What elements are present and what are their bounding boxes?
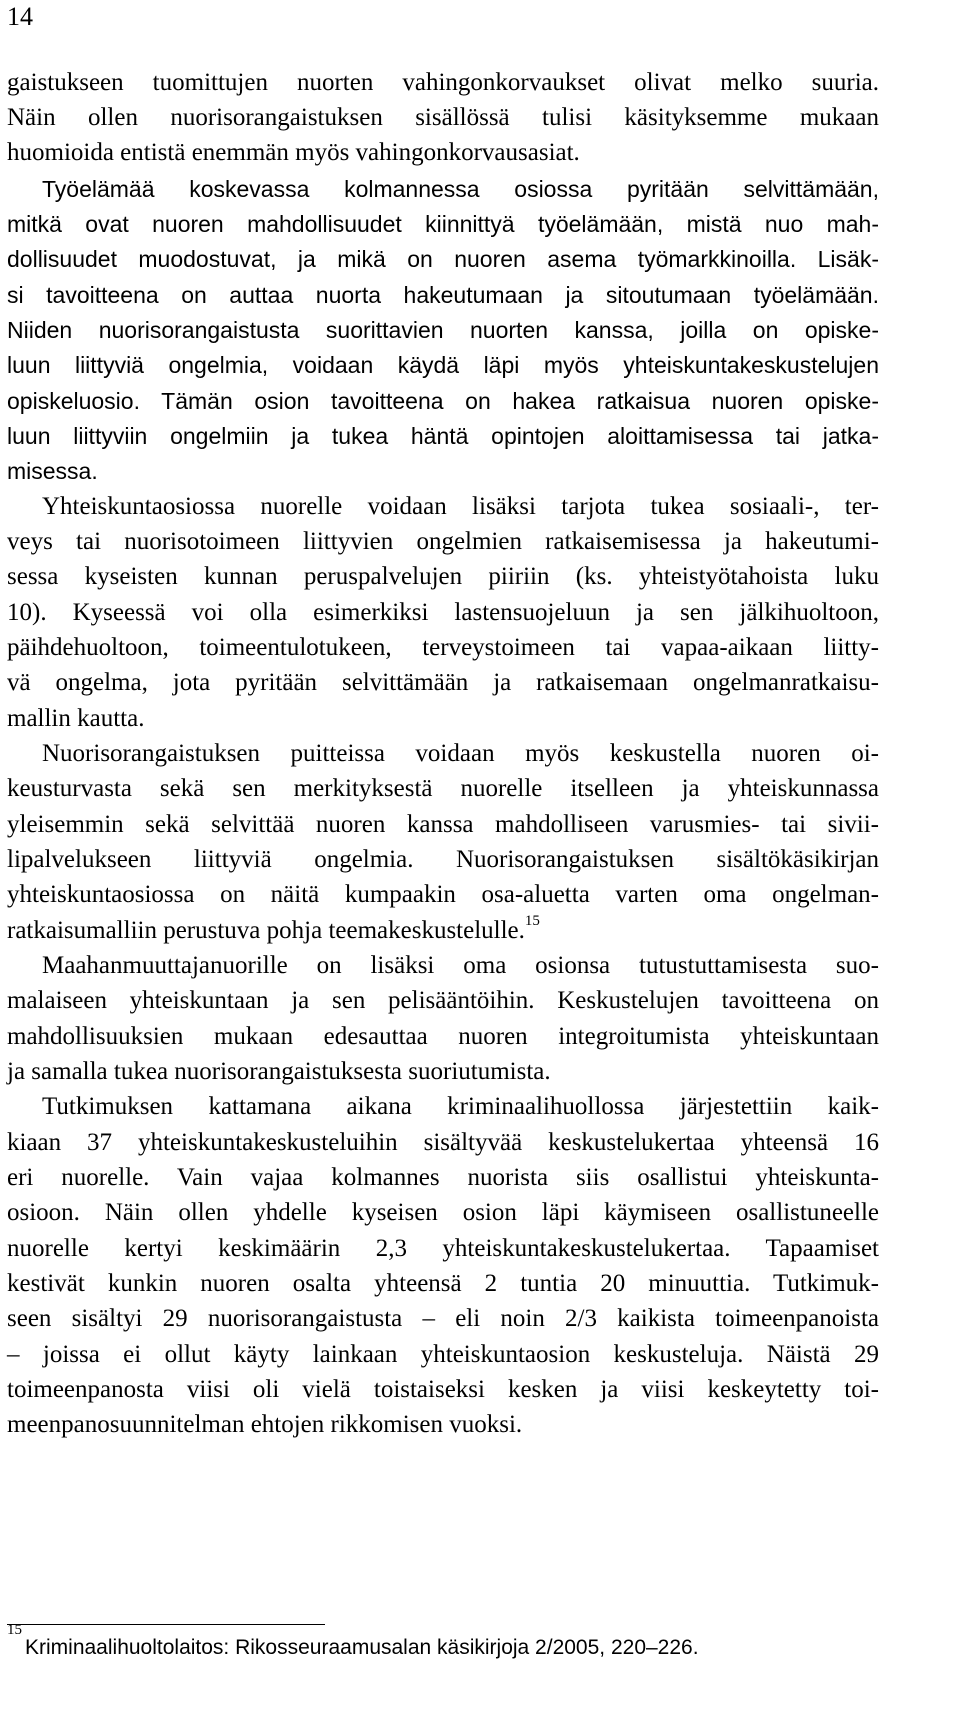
text-line: kestivät kunkin nuoren osalta yhteensä 2 tuntia 20 minuuttia. Tutkimuk- xyxy=(7,1270,879,1297)
footnote xyxy=(7,1622,887,1661)
text-line: yhteiskuntaosiossa on näitä kumpaakin osa-aluetta varten oma ongelman- xyxy=(7,881,879,908)
text-line: dollisuudet muodostuvat, ja mikä on nuoren asema työmarkkinoilla. Lisäk- xyxy=(7,246,879,272)
text-line: Tutkimuksen kattamana aikana kriminaalihuollossa järjestettiin kaik- xyxy=(42,1093,879,1120)
text-line: sessa kyseisten kunnan peruspalvelujen piiriin (ks. yhteistyötahoista luku xyxy=(7,563,879,590)
text-line: nuorelle kertyi keskimäärin 2,3 yhteiskuntakeskustelukertaa. Tapaamiset xyxy=(7,1235,879,1262)
text-line: Yhteiskuntaosiossa nuorelle voidaan lisäksi tarjota tukea sosiaali-, ter- xyxy=(42,493,879,520)
text-line: lipalvelukseen liittyviä ongelmia. Nuorisorangaistuksen sisältökäsikirjan xyxy=(7,846,879,873)
text-line: luun liittyviä ongelmia, voidaan käydä läpi myös yhteiskuntakeskustelujen xyxy=(7,352,879,378)
text-line: 10). Kyseessä voi olla esimerkiksi lastensuojeluun ja sen jälkihuoltoon, xyxy=(7,599,879,626)
text-line: kiaan 37 yhteiskuntakeskusteluihin sisältyvää keskustelukertaa yhteensä 16 xyxy=(7,1129,879,1156)
text-line: vä ongelma, jota pyritään selvittämään ja ratkaisemaan ongelmanratkaisu- xyxy=(7,669,879,696)
text-line: huomioida entistä enemmän myös vahingonkorvausasiat. xyxy=(7,139,580,166)
text-line: malaiseen yhteiskuntaan ja sen pelisääntöihin. Keskustelujen tavoitteena on xyxy=(7,987,879,1014)
footnote-text: Kriminaalihuoltolaitos: Rikosseuraamusalan käsikirjoja 2/2005, 220–226. xyxy=(25,1636,699,1659)
text-line: Näin ollen nuorisorangaistuksen sisällössä tulisi käsityksemme mukaan xyxy=(7,104,879,131)
text-line: seen sisältyi 29 nuorisorangaistusta – eli noin 2/3 kaikista toimeenpanoista xyxy=(7,1305,879,1332)
text-line: – joissa ei ollut käyty lainkaan yhteiskuntaosion keskusteluja. Näistä 29 xyxy=(7,1341,879,1368)
footnote-reference[interactable]: 15 xyxy=(524,912,540,929)
text-line-with-footnote xyxy=(7,912,879,946)
footnote-separator xyxy=(7,1624,325,1625)
text-line: ratkaisumalliin perustuva pohja teemakeskustelulle. xyxy=(7,917,525,944)
text-line: toimeenpanosta viisi oli vielä toistaiseksi kesken ja viisi keskeytetty toi- xyxy=(7,1376,879,1403)
text-line: päihdehuoltoon, toimeentulotukeen, terveystoimeen tai vapaa-aikaan liitty- xyxy=(7,634,879,661)
footnote-number: 15 xyxy=(7,1622,22,1638)
text-line: mitkä ovat nuoren mahdollisuudet kiinnittyä työelämään, mistä nuo mah- xyxy=(7,211,879,237)
text-line: opiskeluosio. Tämän osion tavoitteena on hakea ratkaisua nuoren opiske- xyxy=(7,388,879,414)
text-line: Niiden nuorisorangaistusta suorittavien nuorten kanssa, joilla on opiske- xyxy=(7,317,879,343)
text-line: Työelämää koskevassa kolmannessa osiossa pyritään selvittämään, xyxy=(42,176,879,202)
text-line: luun liittyviin ongelmiin ja tukea häntä opintojen aloittamisessa tai jatka- xyxy=(7,423,879,449)
text-line: eri nuorelle. Vain vajaa kolmannes nuorista siis osallistui yhteiskunta- xyxy=(7,1164,879,1191)
text-line: ja samalla tukea nuorisorangaistuksesta suoriutumista. xyxy=(7,1058,551,1085)
text-line: gaistukseen tuomittujen nuorten vahingonkorvaukset olivat melko suuria. xyxy=(7,69,879,96)
text-line: keusturvasta sekä sen merkityksestä nuorelle itselleen ja yhteiskunnassa xyxy=(7,775,879,802)
text-line: Nuorisorangaistuksen puitteissa voidaan myös keskustella nuoren oi- xyxy=(42,740,879,767)
text-line: osioon. Näin ollen yhdelle kyseisen osion läpi käymiseen osallistuneelle xyxy=(7,1199,879,1226)
text-line: si tavoitteena on auttaa nuorta hakeutumaan ja sitoutumaan työelämään. xyxy=(7,282,879,308)
text-line: mallin kautta. xyxy=(7,705,145,732)
text-line: mahdollisuuksien mukaan edesauttaa nuoren integroitumista yhteiskuntaan xyxy=(7,1023,879,1050)
text-line: meenpanosuunnitelman ehtojen rikkomisen vuoksi. xyxy=(7,1411,523,1438)
text-line: Maahanmuuttajanuorille on lisäksi oma osionsa tutustuttamisesta suo- xyxy=(42,952,879,979)
text-line: yleisemmin sekä selvittää nuoren kanssa mahdolliseen varusmies- tai sivii- xyxy=(7,811,879,838)
page-number: 14 xyxy=(7,2,33,31)
text-line: misessa. xyxy=(7,458,98,484)
text-line: veys tai nuorisotoimeen liittyvien ongelmien ratkaisemisessa ja hakeutumi- xyxy=(7,528,879,555)
